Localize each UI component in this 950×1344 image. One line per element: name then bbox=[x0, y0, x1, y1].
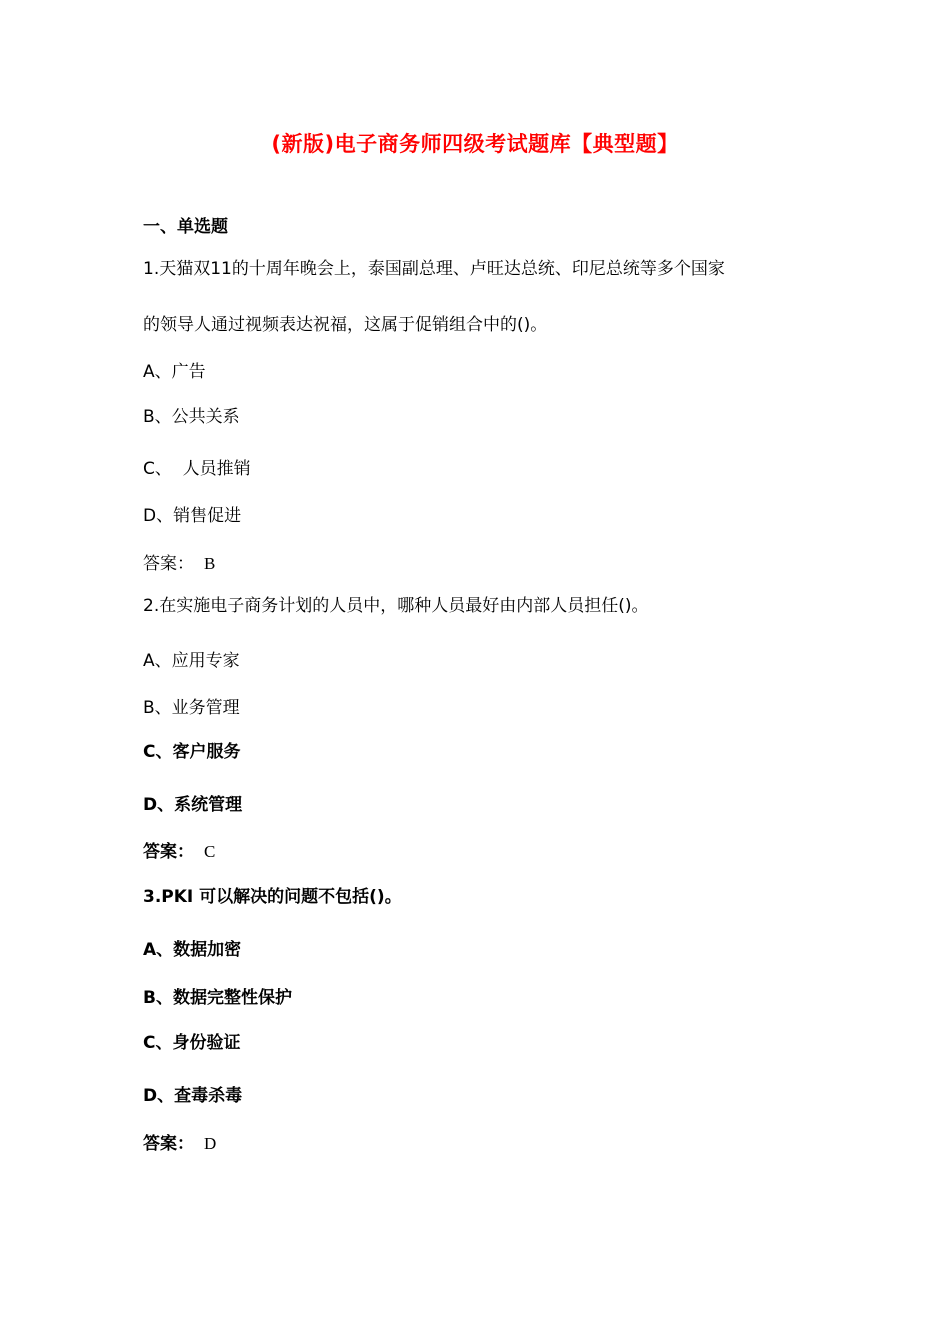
question-stem-continued: 的领导人通过视频表达祝福，这属于促销组合中的()。 bbox=[143, 315, 548, 335]
question-stem: 2.在实施电子商务计划的人员中，哪种人员最好由内部人员担任()。 bbox=[143, 596, 649, 616]
section-heading: 一、单选题 bbox=[143, 217, 228, 237]
option-b: B、公共关系 bbox=[143, 407, 240, 427]
option-c: C、客户服务 bbox=[143, 742, 241, 762]
option-b: B、数据完整性保护 bbox=[143, 988, 292, 1008]
option-a: A、广告 bbox=[143, 362, 206, 382]
answer-value: B bbox=[204, 554, 216, 573]
option-c: C、 人员推销 bbox=[143, 459, 251, 479]
answer-label: 答案： bbox=[143, 842, 194, 862]
option-b: B、业务管理 bbox=[143, 698, 240, 718]
answer-value: D bbox=[204, 1134, 217, 1153]
option-c: C、身份验证 bbox=[143, 1033, 241, 1053]
answer-label: 答案： bbox=[143, 1134, 194, 1154]
answer-label: 答案： bbox=[143, 554, 194, 574]
document-title: (新版)电子商务师四级考试题库【典型题】 bbox=[271, 132, 679, 156]
question-stem: 3.PKI 可以解决的问题不包括()。 bbox=[143, 887, 402, 907]
option-d: D、查毒杀毒 bbox=[143, 1086, 243, 1106]
answer-row bbox=[143, 1132, 216, 1156]
answer-value: C bbox=[204, 842, 216, 861]
answer-row bbox=[143, 552, 215, 576]
question-stem: 1.天猫双11的十周年晚会上，泰国副总理、卢旺达总统、印尼总统等多个国家 bbox=[143, 259, 725, 279]
option-a: A、应用专家 bbox=[143, 651, 240, 671]
option-d: D、销售促进 bbox=[143, 506, 242, 526]
answer-row bbox=[143, 840, 215, 864]
option-d: D、系统管理 bbox=[143, 795, 243, 815]
option-a: A、数据加密 bbox=[143, 940, 242, 960]
